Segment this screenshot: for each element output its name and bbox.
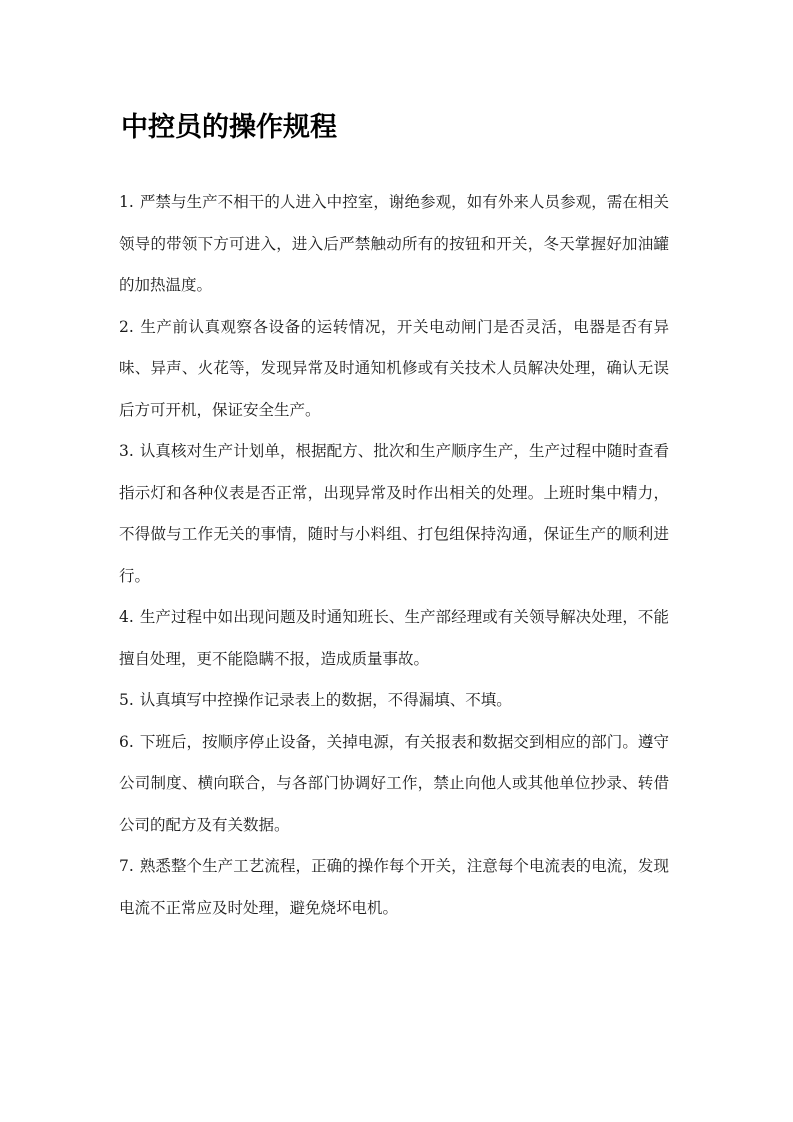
rule-text: 生产前认真观察各设备的运转情况，开关电动闸门是否灵活，电器是否有异味、异声、火花等，发现异常及时通知机修或有关技术人员解决处理，确认无误后方可开机，保证安全生产。 bbox=[119, 317, 669, 419]
rule-number: 1. bbox=[119, 193, 134, 211]
rule-number: 6. bbox=[119, 732, 134, 751]
rule-number: 3. bbox=[119, 442, 134, 460]
rule-text: 熟悉整个生产工艺流程，正确的操作每个开关，注意每个电流表的电流，发现电流不正常应及时处理，避免烧坏电机。 bbox=[119, 857, 669, 917]
rule-text: 认真填写中控操作记录表上的数据，不得漏填、不填。 bbox=[139, 691, 512, 709]
rule-item bbox=[119, 722, 669, 847]
rule-text: 下班后，按顺序停止设备，关掉电源，有关报表和数据交到相应的部门。遵守公司制度、横向联合，与各部门协调好工作，禁止向他人或其他单位抄录、转借公司的配方及有关数据。 bbox=[119, 732, 669, 834]
rule-number: 4. bbox=[119, 608, 134, 626]
rule-text: 生产过程中如出现问题及时通知班长、生产部经理或有关领导解决处理，不能擅自处理，更不能隐瞒不报，造成质量事故。 bbox=[119, 608, 669, 668]
rule-text: 认真核对生产计划单，根据配方、批次和生产顺序生产，生产过程中随时查看指示灯和各种仪表是否正常，出现异常及时作出相关的处理。上班时集中精力，不得做与工作无关的事情，随时与小料组、打包组保持沟通，保证生产的顺利进行。 bbox=[119, 442, 669, 585]
rule-item bbox=[119, 597, 669, 680]
rule-number: 2. bbox=[119, 317, 134, 336]
rule-number: 5. bbox=[119, 691, 134, 709]
rule-item bbox=[119, 307, 669, 432]
rule-item bbox=[119, 846, 669, 929]
rule-number: 7. bbox=[119, 857, 134, 875]
document-title: 中控员的操作规程 bbox=[121, 112, 337, 143]
rules-list bbox=[119, 182, 669, 929]
rule-item bbox=[119, 431, 669, 597]
rule-item bbox=[119, 182, 669, 307]
rule-item bbox=[119, 680, 669, 722]
rule-text: 严禁与生产不相干的人进入中控室，谢绝参观，如有外来人员参观，需在相关领导的带领下方可进入，进入后严禁触动所有的按钮和开关，冬天掌握好加油罐的加热温度。 bbox=[119, 193, 669, 294]
